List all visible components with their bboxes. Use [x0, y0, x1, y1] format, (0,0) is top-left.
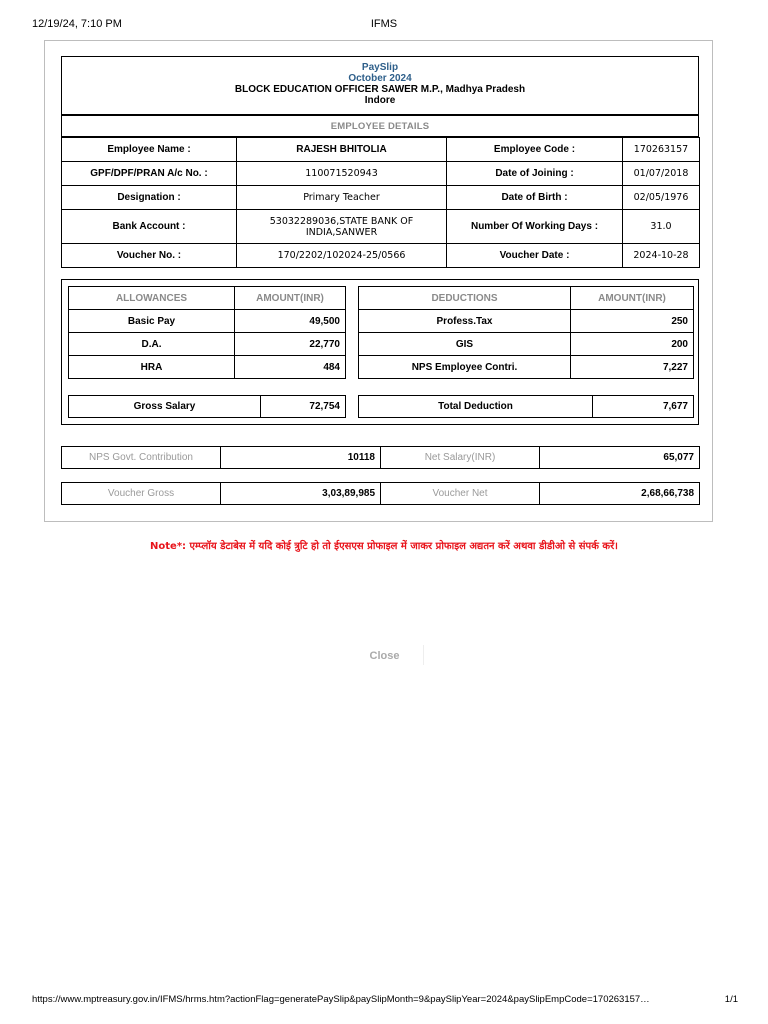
allowance-amount: 22,770 [235, 333, 346, 356]
voucher-gross-label: Voucher Gross [62, 483, 221, 505]
allowance-name: D.A. [69, 333, 235, 356]
payslip-title-block [61, 56, 699, 115]
voucher-date-label: Voucher Date : [447, 244, 623, 268]
print-title: IFMS [370, 18, 398, 30]
table-row [359, 356, 694, 379]
deductions-table [358, 286, 694, 379]
net-salary-label: Net Salary(INR) [381, 447, 540, 469]
dob-value: 02/05/1976 [623, 186, 700, 210]
earnings-deductions-block [61, 279, 699, 425]
table-row [62, 483, 700, 505]
total-deduction-table [358, 395, 694, 418]
bank-label: Bank Account : [62, 210, 237, 244]
payslip-title: PaySlip [361, 62, 399, 73]
dob-label: Date of Birth : [447, 186, 623, 210]
deduction-name: GIS [359, 333, 571, 356]
table-row [69, 310, 346, 333]
joining-label: Date of Joining : [447, 162, 623, 186]
table-row [62, 210, 700, 244]
table-row [69, 287, 346, 310]
gpf-value: 110071520943 [237, 162, 447, 186]
nps-govt-value: 10118 [221, 447, 381, 469]
deductions-amount-header: AMOUNT(INR) [571, 287, 694, 310]
table-row [359, 333, 694, 356]
gross-salary-label: Gross Salary [69, 396, 261, 418]
table-row [359, 287, 694, 310]
voucher-totals-table [61, 482, 700, 505]
close-button[interactable]: Close [346, 645, 424, 665]
working-days-label: Number Of Working Days : [447, 210, 623, 244]
employee-details-table [61, 137, 700, 268]
table-row [359, 310, 694, 333]
voucher-net-label: Voucher Net [381, 483, 540, 505]
bank-value: 53032289036,STATE BANK OF INDIA,SANWER [237, 210, 447, 244]
employee-details-heading: EMPLOYEE DETAILS [61, 115, 699, 137]
designation-label: Designation : [62, 186, 237, 210]
allowance-amount: 484 [235, 356, 346, 379]
allowances-table [68, 286, 346, 379]
nps-govt-label: NPS Govt. Contribution [62, 447, 221, 469]
deduction-amount: 7,227 [571, 356, 694, 379]
joining-value: 01/07/2018 [623, 162, 700, 186]
nps-net-salary-table [61, 446, 700, 469]
allowance-name: HRA [69, 356, 235, 379]
gpf-label: GPF/DPF/PRAN A/c No. : [62, 162, 237, 186]
allowances-header: ALLOWANCES [69, 287, 235, 310]
gross-salary-value: 72,754 [261, 396, 346, 418]
employee-name-value: RAJESH BHITOLIA [237, 138, 447, 162]
deduction-name: Profess.Tax [359, 310, 571, 333]
voucher-no-label: Voucher No. : [62, 244, 237, 268]
table-row [69, 333, 346, 356]
office-city: Indore [364, 95, 396, 106]
table-row [69, 356, 346, 379]
allowances-amount-header: AMOUNT(INR) [235, 287, 346, 310]
working-days-value: 31.0 [623, 210, 700, 244]
net-salary-value: 65,077 [540, 447, 700, 469]
deduction-amount: 200 [571, 333, 694, 356]
table-row [69, 396, 346, 418]
profile-update-note: Note*: एम्प्लॉय डेटाबेस में यदि कोई त्रुटि हो तो ईएसएस प्रोफाइल में जाकर प्रोफाइल अद्यतन करें अथवा डीडीओ से संपर्क करें। [150, 541, 618, 552]
table-row [62, 447, 700, 469]
print-footer-url: https://www.mptreasury.gov.in/IFMS/hrms.htm?actionFlag=generatePaySlip&paySlipMonth=9&paySlipYear=2024&paySlipEmpCode=170263157… [32, 994, 650, 1005]
voucher-gross-value: 3,03,89,985 [221, 483, 381, 505]
total-deduction-value: 7,677 [593, 396, 694, 418]
allowance-amount: 49,500 [235, 310, 346, 333]
table-row [62, 186, 700, 210]
print-page-number: 1/1 [724, 994, 738, 1005]
total-deduction-label: Total Deduction [359, 396, 593, 418]
allowance-name: Basic Pay [69, 310, 235, 333]
deduction-name: NPS Employee Contri. [359, 356, 571, 379]
table-row [62, 138, 700, 162]
deductions-header: DEDUCTIONS [359, 287, 571, 310]
employee-name-label: Employee Name : [62, 138, 237, 162]
table-row [359, 396, 694, 418]
employee-code-label: Employee Code : [447, 138, 623, 162]
designation-value: Primary Teacher [237, 186, 447, 210]
employee-code-value: 170263157 [623, 138, 700, 162]
table-row [62, 162, 700, 186]
table-row [62, 244, 700, 268]
print-datetime: 12/19/24, 7:10 PM [32, 18, 122, 30]
voucher-date-value: 2024-10-28 [623, 244, 700, 268]
voucher-no-value: 170/2202/102024-25/0566 [237, 244, 447, 268]
gross-salary-table [68, 395, 346, 418]
payslip-month: October 2024 [348, 73, 412, 84]
office-name: BLOCK EDUCATION OFFICER SAWER M.P., Madhya Pradesh [234, 84, 526, 95]
voucher-net-value: 2,68,66,738 [540, 483, 700, 505]
deduction-amount: 250 [571, 310, 694, 333]
payslip-frame [44, 40, 713, 522]
